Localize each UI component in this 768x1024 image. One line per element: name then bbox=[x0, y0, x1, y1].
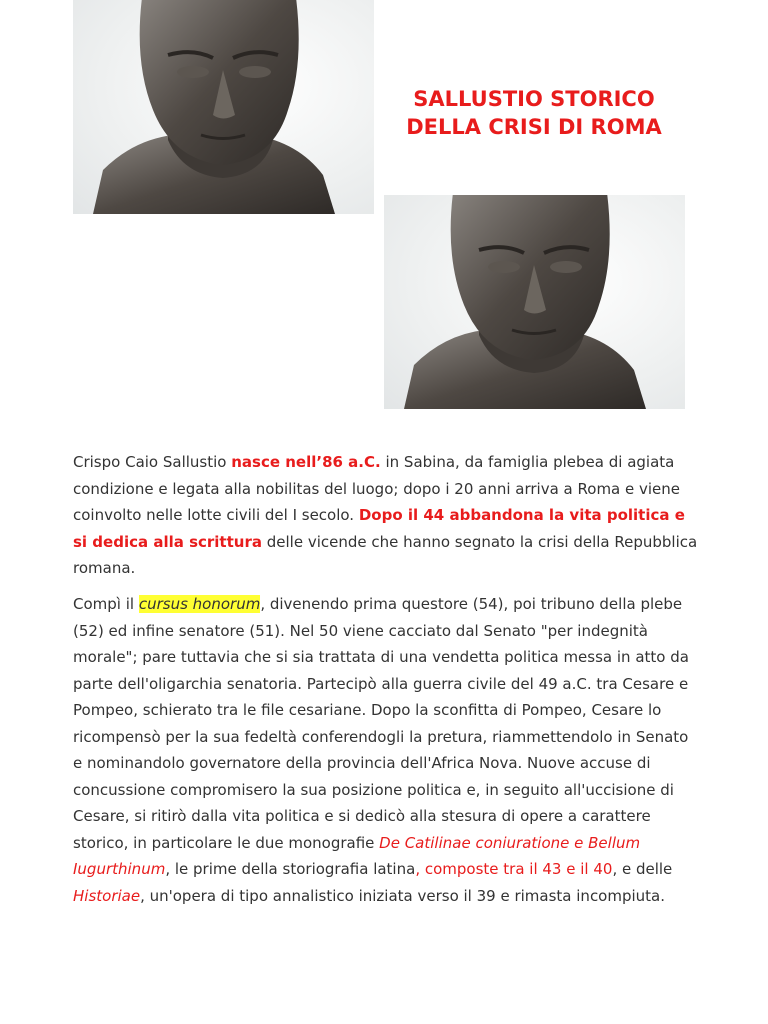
intro-paragraph bbox=[73, 449, 698, 582]
p2-text: , e delle bbox=[612, 860, 673, 878]
p2-text: Compì il bbox=[73, 595, 139, 613]
p1-text: Crispo Caio Sallustio bbox=[73, 453, 232, 471]
p1-text: delle vicende che hanno segnato la crisi della Repubblica romana. bbox=[73, 532, 698, 577]
p2-text: , divenendo prima questore (54), poi tribuno della plebe (52) ed infine senatore (51). Nel 50 viene cacciato dal Senato "per indegnità morale"; pare tuttavia che si sia trattata di una vendetta politica messa in atto da parte dell'oligarchia senatoria. Partecipò alla guerra civile del 49 a.C. tra Cesare e Pompeo, schierato tra le file cesariane. Dopo la sconfitta di Pompeo, Cesare lo ricompensò per la sua fedeltà conferendogli la pretura, riammettendolo in Senato e nominandolo governatore della provincia dell'Africa Nova. Nuove accuse di concussione compromisero la sua posizione politica e, in seguito all'uccisione di Cesare, si ritirò dalla vita politica e si dedicò alla stesura di opere a carattere storico, in particolare le due monografie bbox=[73, 595, 689, 852]
title-line-1: SALLUSTIO STORICO bbox=[413, 87, 655, 111]
work-title-historiae: Historiae bbox=[73, 886, 141, 905]
p2-text: , le prime della storiografia latina bbox=[165, 860, 416, 878]
bust-illustration bbox=[73, 0, 374, 214]
cursus-honorum-highlight: cursus honorum bbox=[138, 595, 261, 613]
p2-text: , un'opera di tipo annalistico iniziata verso il 39 e rimasta incompiuta. bbox=[140, 886, 666, 905]
composition-dates: , composte tra il 43 e il 40 bbox=[415, 860, 613, 878]
birth-highlight: nasce nell’86 a.C. bbox=[231, 453, 381, 471]
work-title-iugurtha: Bellum Iugurthinum bbox=[73, 833, 641, 878]
bust-illustration bbox=[384, 195, 685, 409]
page-title bbox=[384, 85, 684, 141]
writing-highlight: Dopo il 44 abbandona la vita politica e si dedica alla scrittura bbox=[73, 506, 685, 551]
conjunction: e bbox=[569, 833, 589, 852]
bust-image-bottom bbox=[384, 195, 685, 409]
work-title-catilina: De Catilinae coniuratione bbox=[379, 833, 570, 852]
bust-image-top bbox=[73, 0, 374, 214]
title-line-2: DELLA CRISI DI ROMA bbox=[406, 115, 662, 139]
p1-text: in Sabina, da famiglia plebea di agiata condizione e legata alla nobilitas del luogo; dopo i 20 anni arriva a Roma e viene coinvolto nelle lotte civili del I secolo. bbox=[73, 453, 681, 524]
career-paragraph bbox=[73, 591, 698, 909]
